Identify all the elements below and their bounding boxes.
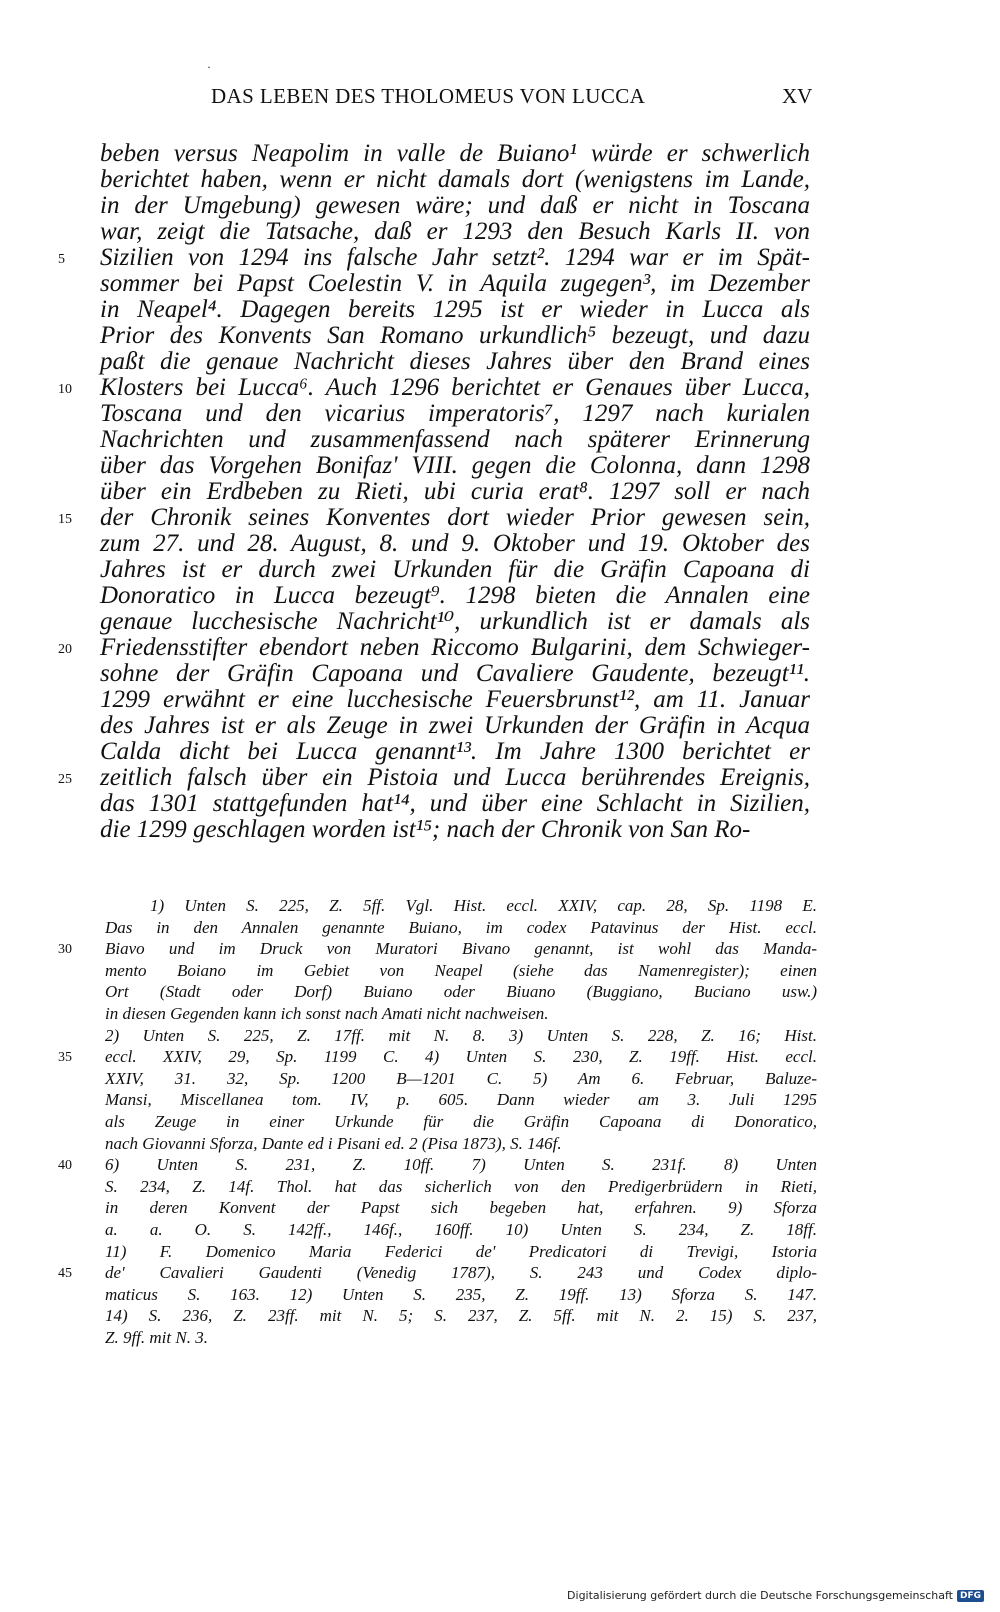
body-line: war, zeigt die Tatsache, daß er 1293 den Besuch Karls II. von: [100, 218, 810, 245]
footnote-line: eccl. XXIV, 29, Sp. 1199 C. 4) Unten S. 230, Z. 19ff. Hist. eccl.: [105, 1047, 817, 1067]
body-line: Jahres ist er durch zwei Urkunden für die Gräfin Capoana di: [100, 556, 810, 583]
body-line: paßt die genaue Nachricht dieses Jahres über den Brand eines: [100, 348, 810, 375]
footnote-line: maticus S. 163. 12) Unten S. 235, Z. 19ff. 13) Sforza S. 147.: [105, 1284, 817, 1304]
body-line: der Chronik seines Konventes dort wieder Prior gewesen sein,: [100, 504, 810, 531]
body-line: Toscana und den vicarius imperatoris⁷, 1297 nach kurialen: [100, 400, 810, 427]
body-line: in Neapel⁴. Dagegen bereits 1295 ist er wieder in Lucca als: [100, 296, 810, 323]
body-line: des Jahres ist er als Zeuge in zwei Urkunden der Gräfin in Acqua: [100, 712, 810, 739]
running-header: [0, 84, 1000, 118]
footnote-line: mento Boiano im Gebiet von Neapel (siehe das Namenregister); einen: [105, 960, 817, 980]
body-line: beben versus Neapolim in valle de Buiano¹ würde er schwerlich: [100, 140, 810, 167]
line-number: 25: [58, 772, 72, 787]
line-number: 5: [58, 252, 65, 267]
footnote-line: de' Cavalieri Gaudenti (Venedig 1787), S. 243 und Codex diplo-: [105, 1263, 817, 1283]
line-number: 30: [58, 942, 72, 958]
page-number: XV: [782, 84, 813, 108]
line-number: 45: [58, 1266, 72, 1282]
footnote-line: XXIV, 31. 32, Sp. 1200 B—1201 C. 5) Am 6. Februar, Baluze-: [105, 1068, 817, 1088]
footnote-line: 11) F. Domenico Maria Federici de' Predicatori di Trevigi, Istoria: [105, 1241, 817, 1261]
line-number: 35: [58, 1050, 72, 1066]
footnote-line: Biavo und im Druck von Muratori Bivano genannt, ist wohl das Manda-: [105, 939, 817, 959]
footnote-line: 1) Unten S. 225, Z. 5ff. Vgl. Hist. eccl. XXIV, cap. 28, Sp. 1198 E.: [150, 896, 817, 915]
body-line: Friedensstifter ebendort neben Riccomo Bulgarini, dem Schwieger-: [100, 634, 810, 661]
body-line: über das Vorgehen Bonifaz' VIII. gegen die Colonna, dann 1298: [100, 452, 810, 479]
body-line: zum 27. und 28. August, 8. und 9. Oktober und 19. Oktober des: [100, 530, 810, 557]
body-line: zeitlich falsch über ein Pistoia und Lucca berührendes Ereignis,: [100, 764, 810, 791]
footnote-line: in deren Konvent der Papst sich begeben hat, erfahren. 9) Sforza: [105, 1198, 817, 1218]
footnote-line: Das in den Annalen genannte Buiano, im codex Patavinus der Hist. eccl.: [105, 917, 817, 937]
footnote-line: Z. 9ff. mit N. 3.: [105, 1328, 208, 1347]
body-line: 1299 erwähnt er eine lucchesische Feuersbrunst¹², am 11. Januar: [100, 686, 810, 713]
page-mark-dot: ·: [207, 60, 211, 74]
footnote-line: a. a. O. S. 142ff., 146f., 160ff. 10) Unten S. 234, Z. 18ff.: [105, 1220, 817, 1239]
body-line: sommer bei Papst Coelestin V. in Aquila zugegen³, im Dezember: [100, 270, 810, 297]
line-number: 10: [58, 382, 72, 397]
line-number: 15: [58, 512, 72, 527]
footnote-line: als Zeuge in einer Urkunde für die Gräfin Capoana di Donoratico,: [105, 1112, 817, 1131]
body-line: Prior des Konvents San Romano urkundlich⁵ bezeugt, und dazu: [100, 322, 810, 349]
line-number: 20: [58, 642, 72, 657]
footnote-line: 6) Unten S. 231, Z. 10ff. 7) Unten S. 231f. 8) Unten: [105, 1155, 817, 1175]
body-line: die 1299 geschlagen worden ist¹⁵; nach der Chronik von San Ro-: [100, 816, 751, 843]
footnote-line: nach Giovanni Sforza, Dante ed i Pisani ed. 2 (Pisa 1873), S. 146f.: [105, 1133, 562, 1153]
footnote-line: 14) S. 236, Z. 23ff. mit N. 5; S. 237, Z. 5ff. mit N. 2. 15) S. 237,: [105, 1306, 817, 1326]
digitization-credit: [567, 1589, 984, 1602]
body-line: sohne der Gräfin Capoana und Cavaliere Gaudente, bezeugt¹¹.: [100, 660, 810, 687]
footnote-line: in diesen Gegenden kann ich sonst nach Amati nicht nachweisen.: [105, 1004, 549, 1023]
body-line: genaue lucchesische Nachricht¹⁰, urkundlich ist er damals als: [100, 608, 810, 635]
body-line: Nachrichten und zusammenfassend nach späterer Erinnerung: [100, 426, 810, 453]
dfg-logo: DFG: [957, 1590, 984, 1602]
running-title: DAS LEBEN DES THOLOMEUS VON LUCCA: [211, 84, 646, 108]
body-line: Klosters bei Lucca⁶. Auch 1296 berichtet er Genaues über Lucca,: [100, 374, 810, 401]
body-line: Sizilien von 1294 ins falsche Jahr setzt². 1294 war er im Spät-: [100, 244, 810, 271]
body-line: über ein Erdbeben zu Rieti, ubi curia erat⁸. 1297 soll er nach: [100, 478, 810, 505]
footnote-line: Mansi, Miscellanea tom. IV, p. 605. Dann wieder am 3. Juli 1295: [105, 1090, 817, 1110]
credit-text: Digitalisierung gefördert durch die Deutsche Forschungsgemeinschaft: [567, 1589, 953, 1602]
body-line: Calda dicht bei Lucca genannt¹³. Im Jahre 1300 berichtet er: [100, 738, 810, 765]
body-line: berichtet haben, wenn er nicht damals dort (wenigstens im Lande,: [100, 166, 810, 193]
footnote-line: Ort (Stadt oder Dorf) Buiano oder Biuano (Buggiano, Buciano usw.): [105, 982, 817, 1002]
footnote-line: 2) Unten S. 225, Z. 17ff. mit N. 8. 3) Unten S. 228, Z. 16; Hist.: [105, 1025, 817, 1045]
body-line: in der Umgebung) gewesen wäre; und daß er nicht in Toscana: [100, 192, 810, 219]
footnote-line: S. 234, Z. 14f. Thol. hat das sicherlich von den Predigerbrüdern in Rieti,: [105, 1176, 817, 1196]
line-number: 40: [58, 1158, 72, 1174]
body-line: das 1301 stattgefunden hat¹⁴, und über eine Schlacht in Sizilien,: [100, 790, 810, 817]
body-line: Donoratico in Lucca bezeugt⁹. 1298 bieten die Annalen eine: [100, 582, 810, 609]
